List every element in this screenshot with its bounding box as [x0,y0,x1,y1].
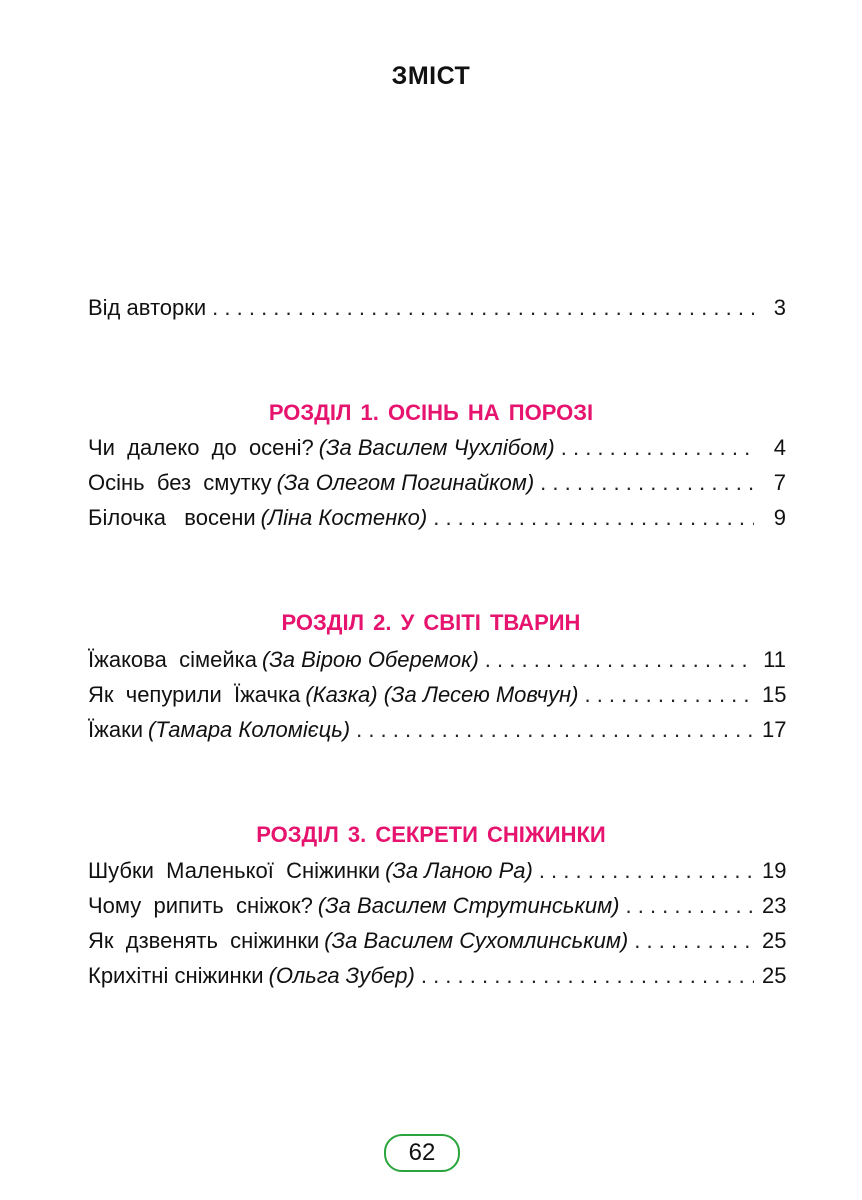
toc-entry [88,642,786,674]
toc-entry-title: Крихітні сніжинки [88,963,264,988]
toc-entry [88,465,786,497]
toc-entry-title: Чи далеко до осені? [88,435,314,460]
toc-entry-title: Шубки Маленької Сніжинки [88,858,381,883]
toc-entry-author: (За Василем Сухомлинським) [324,928,629,953]
leader-dots [356,716,754,744]
toc-entry-title: Як дзвенять сніжинки [88,928,320,953]
toc-entry-author: (За Вірою Оберемок) [261,647,479,672]
toc-entry-page: 25 [762,963,787,988]
toc-entry [88,923,786,955]
toc-entry [88,430,786,462]
toc-entry-author: (Ольга Зубер) [268,963,415,988]
toc-entry-title: Їжакова сімейка [88,647,257,672]
section-heading-2: РОЗДІЛ 2. У СВІТІ ТВАРИН [281,610,581,635]
toc-entry-author: (Казка) (За Лесею Мовчун) [305,682,579,707]
leader-dots [485,646,754,674]
toc-entry-title: Білочка восени [88,505,256,530]
toc-entry-intro [88,290,786,322]
leader-dots [561,434,754,462]
leader-dots [584,681,754,709]
toc-entry-page: 15 [762,682,787,707]
section-heading-3: РОЗДІЛ 3. СЕКРЕТИ СНІЖИНКИ [256,822,606,847]
toc-entry-page: 19 [762,858,787,883]
leader-dots [626,892,755,920]
page-number-label: 62 [408,1139,436,1166]
leader-dots [433,504,754,532]
toc-entry-author: (За Ланою Ра) [385,858,533,883]
page-number [384,1134,460,1172]
toc-entry-page: 17 [762,717,787,742]
toc-entry-page: 4 [773,435,786,460]
leader-dots [539,857,754,885]
toc-entry-page: 9 [773,505,786,530]
toc-entry-page: 25 [762,928,787,953]
leader-dots [634,927,754,955]
toc-entry-title: Як чепурили Їжачка [88,682,301,707]
toc-entry-title: Чому рипить сніжок? [88,893,313,918]
toc-entry [88,958,786,990]
toc-entry [88,712,786,744]
toc-entry-page: 23 [762,893,787,918]
toc-entry-page: 3 [773,295,786,320]
leader-dots [540,469,754,497]
toc-entry-author: (За Олегом Погинайком) [276,470,535,495]
toc-entry [88,677,786,709]
toc-entry-author: (Ліна Костенко) [260,505,428,530]
leader-dots [212,294,754,322]
toc-entry-title: Від авторки [88,295,207,320]
leader-dots [421,962,754,990]
section-heading-1: РОЗДІЛ 1. ОСІНЬ НА ПОРОЗІ [268,400,594,425]
toc-entry-title: Їжаки [88,717,143,742]
toc-entry-page: 11 [763,647,786,672]
toc-entry [88,853,786,885]
toc-entry [88,888,786,920]
toc-entry-author: (Тамара Коломієць) [147,717,351,742]
toc-entry-title: Осінь без смутку [88,470,272,495]
page-title: ЗМІСТ [391,62,471,90]
toc-entry [88,500,786,532]
toc-entry-author: (За Василем Чухлібом) [318,435,555,460]
toc-entry-page: 7 [773,470,786,495]
toc-entry-author: (За Василем Струтинським) [317,893,620,918]
